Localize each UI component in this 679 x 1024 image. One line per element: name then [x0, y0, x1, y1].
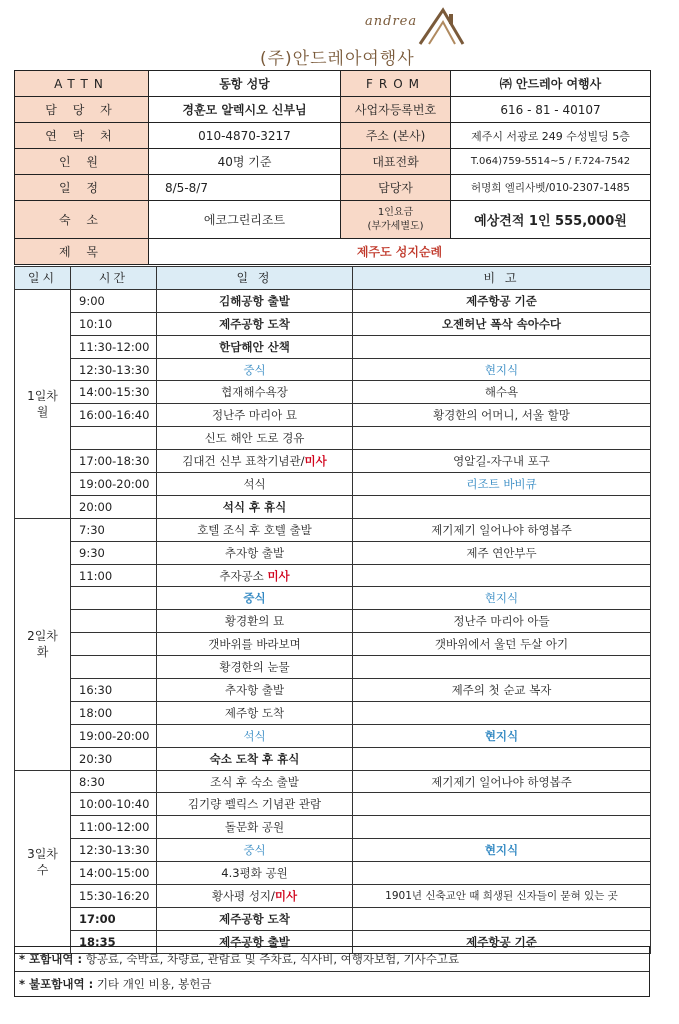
day-label-line: 3일차 [27, 846, 58, 861]
row-plan-text: 석식 [243, 476, 266, 491]
plan-header: 일 정 [157, 267, 353, 290]
bizno-label: 사업자등록번호 [341, 97, 451, 123]
header-info-table [14, 70, 651, 265]
row-time: 11:30-12:00 [71, 335, 157, 358]
row-time [71, 633, 157, 656]
row-note: 제기제기 일어나야 하영봅주 [353, 770, 651, 793]
row-time: 18:35 [71, 930, 157, 953]
row-time: 12:30-13:30 [71, 358, 157, 381]
row-plan-text: 황사평 성지/ [211, 888, 275, 903]
row-note: 제기제기 일어나야 하영봅주 [353, 518, 651, 541]
address-label: 주소 (본사) [341, 123, 451, 149]
row-note: 현지식 [353, 587, 651, 610]
day-label [15, 518, 71, 770]
row-time [71, 656, 157, 679]
schedule-row [15, 747, 651, 770]
schedule-row [15, 335, 651, 358]
row-plan [157, 587, 353, 610]
schedule-row [15, 381, 651, 404]
row-time: 11:00 [71, 564, 157, 587]
row-plan-text: 제주공항 출발 [219, 934, 290, 949]
row-plan [157, 862, 353, 885]
row-plan-text: 제주공항 도착 [219, 911, 290, 926]
schedule-row [15, 518, 651, 541]
row-note: 제주 연안부두 [353, 541, 651, 564]
fee-label: 1인요금 [377, 206, 414, 218]
schedule-table [14, 266, 651, 954]
row-plan-text: 돌문화 공원 [224, 820, 285, 835]
contact-value: 010-4870-3217 [149, 123, 341, 149]
row-plan [157, 747, 353, 770]
manager-value: 경훈모 알렉시오 신부님 [149, 97, 341, 123]
attn-value: 동항 성당 [149, 71, 341, 97]
schedule-row [15, 473, 651, 496]
row-plan-text: 갯바위를 바라보며 [208, 637, 301, 652]
from-value: ㈜ 안드레아 여행사 [451, 71, 651, 97]
day-label-line: 화 [36, 645, 49, 660]
company-logo [250, 6, 480, 69]
row-note: 리조트 바비큐 [353, 473, 651, 496]
row-time [71, 587, 157, 610]
row-note [353, 701, 651, 724]
day-header: 일시 [15, 267, 71, 290]
row-note: 1901년 신축교안 때 희생된 신자들이 묻혀 있는 곳 [353, 885, 651, 908]
row-note [353, 495, 651, 518]
day-label-line: 수 [36, 862, 49, 877]
row-plan [157, 404, 353, 427]
row-plan-text: 제주항 도착 [224, 705, 285, 720]
fee-sublabel: (부가세별도) [367, 220, 424, 232]
schedule-row [15, 679, 651, 702]
row-plan-text: 한담해안 산책 [219, 339, 290, 354]
row-plan [157, 564, 353, 587]
dates-label: 일 정 [15, 175, 149, 201]
row-plan-text: 중식 [243, 843, 266, 858]
contact-label: 연 락 처 [15, 123, 149, 149]
bizno-value: 616 - 81 - 40107 [451, 97, 651, 123]
row-plan-text: 추자항 출발 [224, 682, 285, 697]
row-note [353, 656, 651, 679]
schedule-row [15, 724, 651, 747]
time-header: 시간 [71, 267, 157, 290]
row-note [353, 427, 651, 450]
row-plan [157, 450, 353, 473]
row-plan-text: 석식 [243, 728, 266, 743]
attn-label: ATTN [15, 71, 149, 97]
row-plan [157, 358, 353, 381]
row-plan-text: 협재해수욕장 [221, 385, 288, 400]
row-time: 10:10 [71, 312, 157, 335]
phone-value: T.064)759-5514~5 / F.724-7542 [451, 149, 651, 175]
row-time: 11:00-12:00 [71, 816, 157, 839]
included-value: 항공료, 숙박료, 차량료, 관람료 및 주차료, 식사비, 여행자보험, 기사수고료 [82, 952, 460, 966]
row-plan-text: 중식 [243, 362, 266, 377]
row-plan-text: 조식 후 숙소 출발 [210, 774, 299, 789]
schedule-row [15, 312, 651, 335]
address-value: 제주시 서광로 249 수성빌딩 5층 [451, 123, 651, 149]
row-plan [157, 312, 353, 335]
schedule-row [15, 656, 651, 679]
people-value: 40명 기준 [149, 149, 341, 175]
row-note [353, 907, 651, 930]
row-plan-text: 정난주 마리아 묘 [211, 408, 298, 423]
row-note [353, 793, 651, 816]
row-time: 20:00 [71, 495, 157, 518]
row-note: 영알길-자구내 포구 [353, 450, 651, 473]
included-label: * 포함내역 : [19, 952, 83, 966]
schedule-row [15, 633, 651, 656]
mass-marker: 미사 [304, 454, 327, 469]
row-plan-text: 김해공항 출발 [219, 293, 290, 308]
row-plan [157, 610, 353, 633]
logo-script-text: andrea [365, 14, 418, 29]
manager-label: 담 당 자 [15, 97, 149, 123]
schedule-row [15, 289, 651, 312]
day-label [15, 770, 71, 953]
row-plan [157, 381, 353, 404]
row-note: 현지식 [353, 724, 651, 747]
row-plan [157, 335, 353, 358]
row-note: 갯바위에서 울던 두살 아기 [353, 633, 651, 656]
row-plan-text: 숙소 도착 후 휴식 [209, 751, 300, 766]
lodging-label: 숙 소 [15, 201, 149, 239]
row-plan [157, 793, 353, 816]
row-note: 제주의 첫 순교 복자 [353, 679, 651, 702]
included-line [15, 947, 649, 972]
row-note [353, 862, 651, 885]
row-time [71, 427, 157, 450]
schedule-row [15, 495, 651, 518]
title-label: 제 목 [15, 239, 149, 265]
day-label-line: 2일차 [27, 629, 58, 644]
row-plan-text: 추자공소 [219, 568, 268, 583]
row-plan [157, 724, 353, 747]
row-plan [157, 816, 353, 839]
row-time: 16:00-16:40 [71, 404, 157, 427]
staff-value: 허명희 엘리사벳/010-2307-1485 [451, 175, 651, 201]
row-plan-text: 호텔 조식 후 호텔 출발 [197, 522, 312, 537]
schedule-row [15, 541, 651, 564]
day-label [15, 289, 71, 518]
row-time: 16:30 [71, 679, 157, 702]
excluded-line [15, 972, 649, 996]
row-time: 9:30 [71, 541, 157, 564]
row-plan-text: 신도 해안 도로 경유 [204, 431, 305, 446]
row-note: 제주항공 기준 [353, 289, 651, 312]
row-plan [157, 656, 353, 679]
staff-label: 담당자 [341, 175, 451, 201]
row-plan [157, 427, 353, 450]
from-label: FROM [341, 71, 451, 97]
phone-label: 대표전화 [341, 149, 451, 175]
house-logo-icon [415, 6, 465, 46]
row-plan-text: 추자항 출발 [224, 545, 285, 560]
row-time: 14:00-15:30 [71, 381, 157, 404]
schedule-row [15, 770, 651, 793]
row-time: 19:00-20:00 [71, 473, 157, 496]
row-plan [157, 633, 353, 656]
row-plan [157, 518, 353, 541]
row-plan [157, 495, 353, 518]
lodging-value: 에코그린리조트 [149, 201, 341, 239]
row-note: 현지식 [353, 358, 651, 381]
row-note: 제주항공 기준 [353, 930, 651, 953]
row-plan [157, 907, 353, 930]
schedule-row [15, 862, 651, 885]
mass-marker: 미사 [274, 888, 298, 903]
row-time: 9:00 [71, 289, 157, 312]
row-time: 19:00-20:00 [71, 724, 157, 747]
row-plan-text: 황경한의 눈물 [219, 660, 290, 675]
day-label-line: 1일차 [27, 388, 58, 403]
footer-notes [14, 946, 650, 997]
row-note [353, 335, 651, 358]
row-note: 오젠허난 폭삭 속아수다 [353, 312, 651, 335]
schedule-row [15, 358, 651, 381]
row-note [353, 747, 651, 770]
row-plan [157, 770, 353, 793]
note-header: 비 고 [353, 267, 651, 290]
schedule-row [15, 564, 651, 587]
row-plan [157, 473, 353, 496]
row-plan-text: 황경환의 묘 [224, 614, 285, 629]
people-label: 인 원 [15, 149, 149, 175]
row-plan-text: 석식 후 휴식 [222, 499, 287, 514]
schedule-row [15, 907, 651, 930]
schedule-row [15, 839, 651, 862]
row-plan-text: 김기량 펠릭스 기념관 관람 [187, 797, 322, 812]
mass-marker: 미사 [267, 568, 290, 583]
day-label-line: 월 [36, 404, 49, 419]
schedule-row [15, 701, 651, 724]
logo-company-name: (주)안드레아여행사 [260, 49, 415, 69]
schedule-row [15, 816, 651, 839]
row-time: 17:00-18:30 [71, 450, 157, 473]
row-time: 8:30 [71, 770, 157, 793]
schedule-row [15, 427, 651, 450]
row-plan [157, 679, 353, 702]
schedule-row [15, 404, 651, 427]
row-plan-text: 4.3평화 공원 [221, 866, 288, 881]
row-note [353, 564, 651, 587]
excluded-label: * 불포함내역 : [19, 977, 94, 991]
row-plan [157, 701, 353, 724]
schedule-row [15, 793, 651, 816]
row-plan [157, 541, 353, 564]
schedule-row [15, 610, 651, 633]
excluded-value: 기타 개인 비용, 봉헌금 [93, 977, 212, 991]
row-time: 15:30-16:20 [71, 885, 157, 908]
schedule-row [15, 885, 651, 908]
row-note: 황경한의 어머니, 서울 할망 [353, 404, 651, 427]
row-time: 17:00 [71, 907, 157, 930]
dates-value: 8/5-8/7 [149, 175, 341, 201]
row-time: 18:00 [71, 701, 157, 724]
row-time [71, 610, 157, 633]
row-time: 20:30 [71, 747, 157, 770]
row-time: 10:00-10:40 [71, 793, 157, 816]
row-plan-text: 김대건 신부 표착기념관/ [182, 454, 305, 469]
row-plan [157, 289, 353, 312]
fee-value: 예상견적 1인 555,000원 [451, 201, 651, 239]
row-note: 현지식 [353, 839, 651, 862]
row-note: 해수욕 [353, 381, 651, 404]
row-note [353, 816, 651, 839]
row-plan-text: 제주공항 도착 [219, 316, 290, 331]
row-time: 14:00-15:00 [71, 862, 157, 885]
title-value: 제주도 성지순례 [149, 239, 651, 265]
row-plan-text: 중식 [243, 591, 266, 606]
row-plan [157, 885, 353, 908]
row-time: 7:30 [71, 518, 157, 541]
schedule-row [15, 587, 651, 610]
schedule-row [15, 450, 651, 473]
fee-label-cell [341, 201, 451, 239]
row-note: 정난주 마리아 아들 [353, 610, 651, 633]
row-time: 12:30-13:30 [71, 839, 157, 862]
row-plan [157, 839, 353, 862]
